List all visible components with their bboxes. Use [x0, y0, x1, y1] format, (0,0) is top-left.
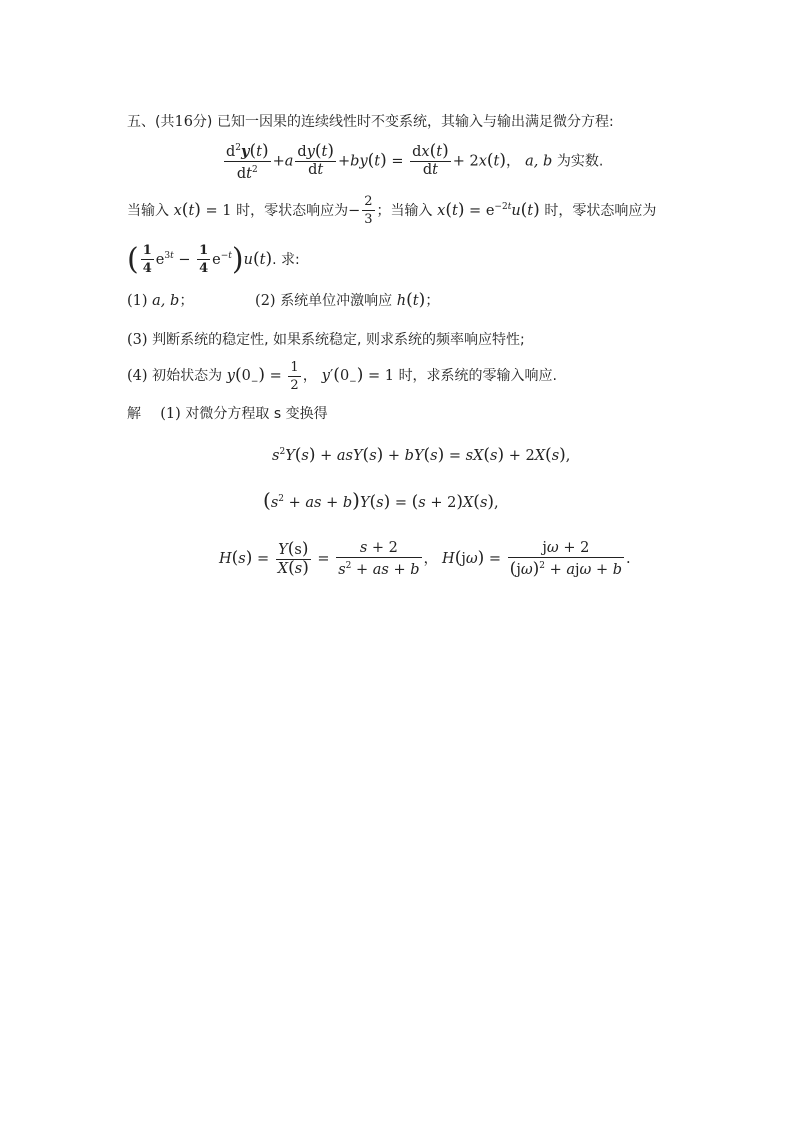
transfer-function-equation: H(s) = $\frac{Y(s)}{X(s)}$ = $\frac{s + 2}{s^2 + as + b}$ ， H(jω) = $\frac{j\omega + 2}{(j\omega)^2 + aj\omega + b}$ . — [219, 538, 631, 579]
input1-mid: 时，零状态响应为 — [236, 202, 349, 219]
problem-header-prefix: 五、(共 — [127, 114, 175, 130]
q3-label: (3) — [127, 332, 148, 348]
laplace-equation-1: $s^2Y(s) + asY(s) + bY(s) = sX(s) + 2X(s)$, — [272, 444, 571, 465]
zero-state-response-line: ( $\frac{1}{4}$ $e^{3t}$ − $\frac{1}{4}$ $e^{-t})u(t)$. 求: — [127, 241, 300, 277]
solution-step-text: 对微分方程取 s 变换得 — [185, 406, 328, 422]
question-4-line: (4) 初始状态为 $y(0_-)$ = $\frac{1}{2}$ ， $y'(0_-) = 1$ 时，求系统的零输入响应. — [127, 359, 558, 393]
question-1-2-line: (1) a, b； (2) 系统单位冲激响应 h(t)； — [127, 290, 440, 310]
differential-equation: $\frac{d^2y(t)}{dt^2}$ +a $\frac{dy(t)}{dt}$ +by(t) = $\frac{dx(t)}{dt}$ + 2x(t)， a, b 为实数. — [226, 140, 604, 182]
input2-prefix: ；当输入 — [376, 202, 433, 219]
ask-text: . 求: — [272, 251, 300, 268]
q4-prefix: 初始状态为 — [152, 368, 223, 384]
q2-text: 系统单位冲激响应 — [280, 293, 393, 309]
q2-label: (2) — [255, 293, 276, 309]
input-condition-line: 当输入 x(t) = 1 时，零状态响应为− $\frac{2}{3}$ ；当输入 $x(t) = e^{-2t}u(t)$ 时，零状态响应为 — [127, 194, 657, 228]
q3-text: 判断系统的稳定性, 如果系统稳定, 则求系统的频率响应特性; — [152, 332, 525, 348]
problem-points: 16 — [174, 114, 193, 130]
solution-intro-line — [127, 404, 328, 424]
solution-label: 解 — [127, 406, 141, 422]
question-3-line — [127, 330, 525, 350]
real-note: 为实数. — [556, 153, 604, 170]
problem-statement: 已知一因果的连续线性时不变系统，其输入与输出满足微分方程: — [217, 114, 614, 130]
laplace-equation-2: ($s^2$ + as + b)Y(s) = (s + 2)X(s), — [263, 487, 499, 512]
input2-mid: 时，零状态响应为 — [544, 202, 657, 219]
solution-step-label: (1) — [160, 406, 181, 422]
q1-label: (1) — [127, 293, 148, 309]
input1-prefix: 当输入 — [127, 202, 169, 219]
q4-suffix: 时，求系统的零输入响应. — [398, 368, 558, 384]
q4-label: (4) — [127, 368, 148, 384]
problem-header — [127, 112, 614, 132]
problem-header-suffix: 分) — [192, 114, 213, 130]
